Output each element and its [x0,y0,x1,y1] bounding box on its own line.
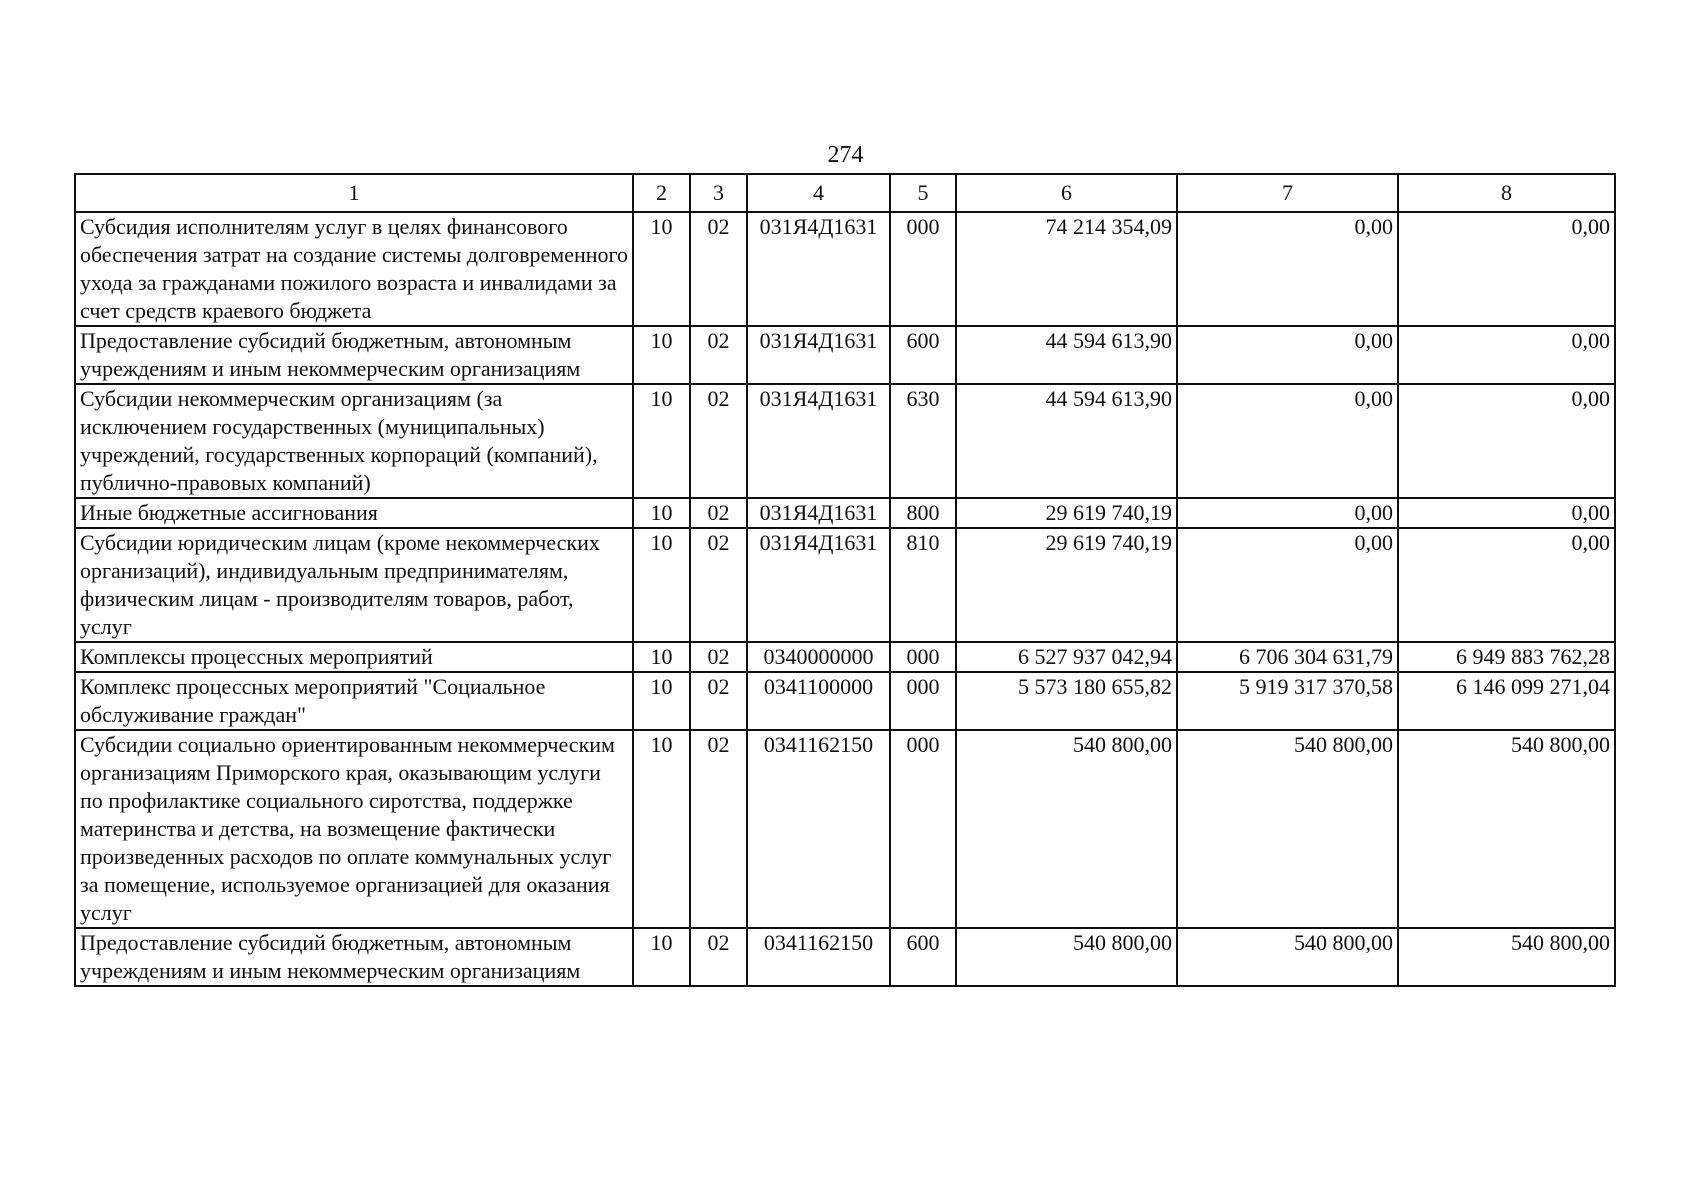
column-header: 7 [1177,174,1398,212]
expense-type-code: 600 [890,326,956,384]
amount-col7: 6 706 304 631,79 [1177,642,1398,672]
target-article-code: 0341162150 [747,928,890,986]
subsection-code: 02 [690,384,747,498]
amount-col7: 0,00 [1177,498,1398,528]
section-code: 10 [633,384,690,498]
header-row [75,174,1615,212]
amount-col8: 0,00 [1398,528,1615,642]
subsection-code: 02 [690,730,747,928]
expense-type-code: 000 [890,212,956,326]
table-row [75,212,1615,326]
expense-type-code: 000 [890,642,956,672]
amount-col8: 540 800,00 [1398,928,1615,986]
amount-col8: 0,00 [1398,212,1615,326]
item-name: Субсидии некоммерческим организациям (за исключением государственных (муниципальных) учреждений, государственных корпораций (компаний), публично-правовых компаний) [75,384,633,498]
expense-type-code: 630 [890,384,956,498]
amount-col8: 540 800,00 [1398,730,1615,928]
item-name: Комплексы процессных мероприятий [75,642,633,672]
target-article-code: 031Я4Д1631 [747,212,890,326]
section-code: 10 [633,212,690,326]
subsection-code: 02 [690,326,747,384]
table-row [75,528,1615,642]
budget-table [74,173,1616,987]
amount-col7: 540 800,00 [1177,730,1398,928]
column-header: 5 [890,174,956,212]
column-header: 3 [690,174,747,212]
amount-col6: 540 800,00 [956,730,1177,928]
section-code: 10 [633,642,690,672]
amount-col6: 6 527 937 042,94 [956,642,1177,672]
section-code: 10 [633,730,690,928]
section-code: 10 [633,928,690,986]
expense-type-code: 000 [890,672,956,730]
amount-col6: 540 800,00 [956,928,1177,986]
amount-col7: 0,00 [1177,528,1398,642]
target-article-code: 0341162150 [747,730,890,928]
item-name: Комплекс процессных мероприятий "Социальное обслуживание граждан" [75,672,633,730]
target-article-code: 031Я4Д1631 [747,528,890,642]
subsection-code: 02 [690,212,747,326]
column-header: 2 [633,174,690,212]
table-row [75,672,1615,730]
item-name: Иные бюджетные ассигнования [75,498,633,528]
subsection-code: 02 [690,928,747,986]
target-article-code: 0341100000 [747,672,890,730]
table-row [75,498,1615,528]
target-article-code: 031Я4Д1631 [747,498,890,528]
amount-col6: 74 214 354,09 [956,212,1177,326]
amount-col6: 5 573 180 655,82 [956,672,1177,730]
amount-col8: 0,00 [1398,384,1615,498]
column-header: 1 [75,174,633,212]
item-name: Предоставление субсидий бюджетным, автономным учреждениям и иным некоммерческим организациям [75,928,633,986]
amount-col8: 0,00 [1398,326,1615,384]
amount-col6: 44 594 613,90 [956,326,1177,384]
amount-col7: 540 800,00 [1177,928,1398,986]
page-number: 274 [827,142,864,168]
table-row [75,928,1615,986]
table-row [75,326,1615,384]
section-code: 10 [633,672,690,730]
expense-type-code: 800 [890,498,956,528]
table-row [75,642,1615,672]
amount-col6: 29 619 740,19 [956,528,1177,642]
amount-col6: 29 619 740,19 [956,498,1177,528]
expense-type-code: 810 [890,528,956,642]
expense-type-code: 600 [890,928,956,986]
table-row [75,384,1615,498]
subsection-code: 02 [690,642,747,672]
expense-type-code: 000 [890,730,956,928]
section-code: 10 [633,498,690,528]
amount-col8: 0,00 [1398,498,1615,528]
amount-col7: 0,00 [1177,212,1398,326]
amount-col6: 44 594 613,90 [956,384,1177,498]
item-name: Предоставление субсидий бюджетным, автономным учреждениям и иным некоммерческим организациям [75,326,633,384]
target-article-code: 0340000000 [747,642,890,672]
column-header: 6 [956,174,1177,212]
column-header: 4 [747,174,890,212]
item-name: Субсидии юридическим лицам (кроме некоммерческих организаций), индивидуальным предпринимателям, физическим лицам - производителям товаров, работ, услуг [75,528,633,642]
amount-col8: 6 949 883 762,28 [1398,642,1615,672]
table-row [75,730,1615,928]
column-header: 8 [1398,174,1615,212]
amount-col7: 0,00 [1177,384,1398,498]
subsection-code: 02 [690,672,747,730]
section-code: 10 [633,528,690,642]
item-name: Субсидии социально ориентированным некоммерческим организациям Приморского края, оказывающим услуги по профилактике социального сиротства, поддержке материнства и детства, на возмещение фактически произведенных расходов по оплате коммунальных услуг за помещение, используемое организацией для оказания услуг [75,730,633,928]
subsection-code: 02 [690,498,747,528]
target-article-code: 031Я4Д1631 [747,384,890,498]
target-article-code: 031Я4Д1631 [747,326,890,384]
amount-col8: 6 146 099 271,04 [1398,672,1615,730]
amount-col7: 5 919 317 370,58 [1177,672,1398,730]
item-name: Субсидия исполнителям услуг в целях финансового обеспечения затрат на создание системы долговременного ухода за гражданами пожилого возраста и инвалидами за счет средств краевого бюджета [75,212,633,326]
subsection-code: 02 [690,528,747,642]
amount-col7: 0,00 [1177,326,1398,384]
section-code: 10 [633,326,690,384]
